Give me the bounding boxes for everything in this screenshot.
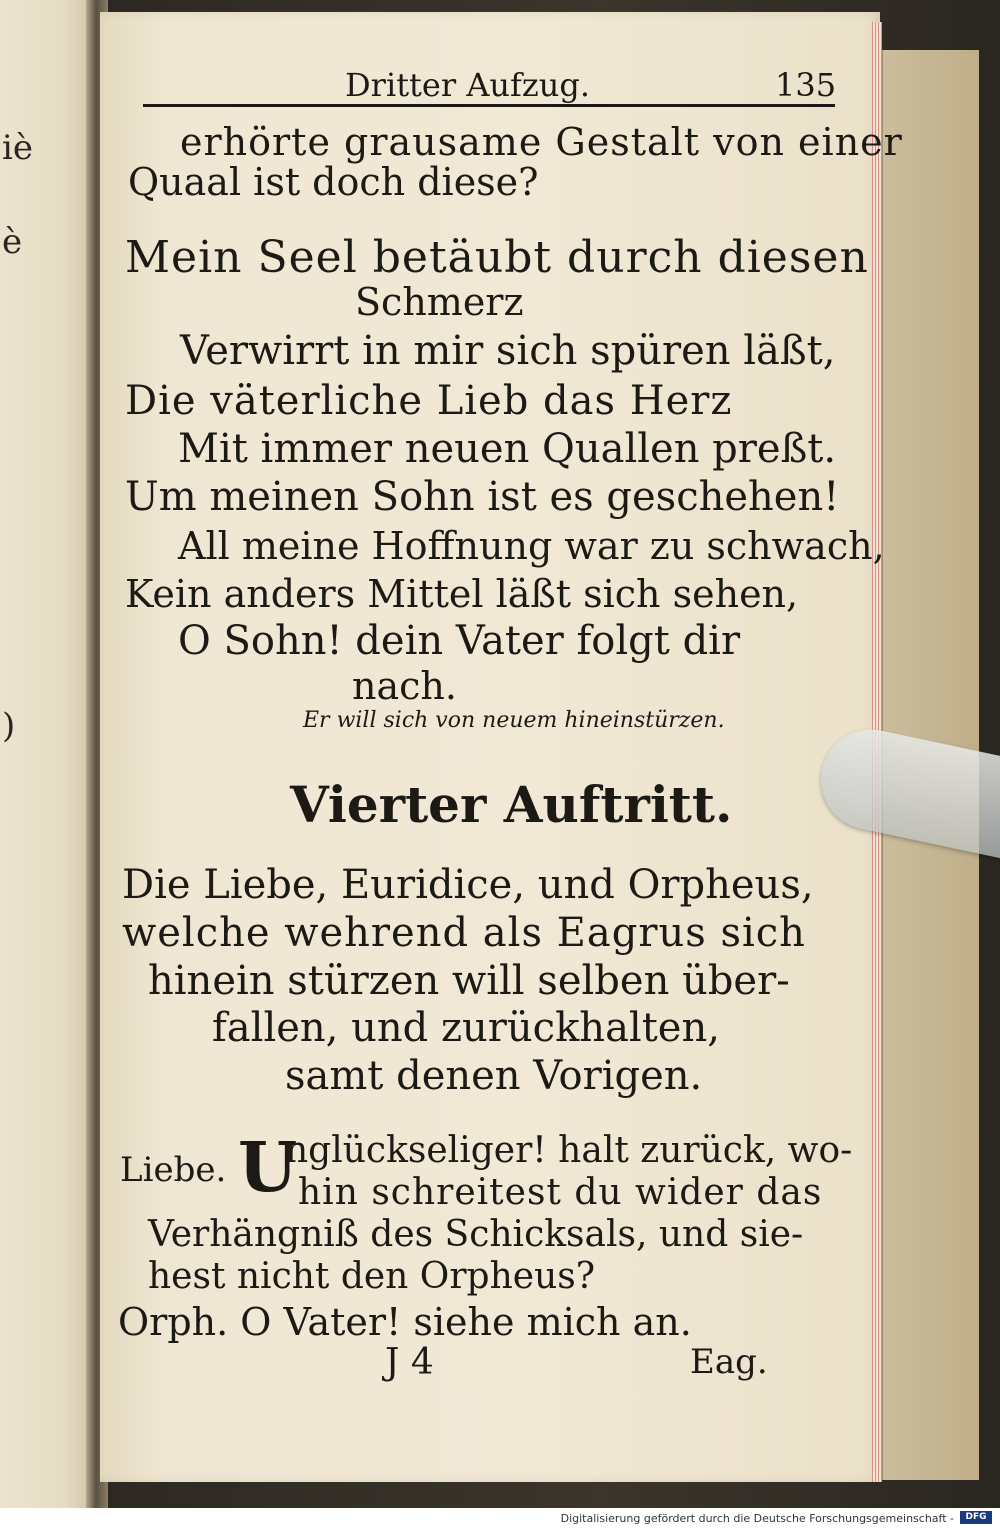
text-line: Um meinen Sohn ist es geschehen! — [125, 474, 840, 520]
text-line: All meine Hoffnung war zu schwach, — [178, 524, 885, 568]
page-number: 135 — [775, 66, 837, 104]
text-line: Kein anders Mittel läßt sich sehen, — [125, 572, 799, 616]
scene-description-line: samt denen Vorigen. — [285, 1053, 703, 1099]
header-rule — [143, 104, 835, 107]
running-title: Dritter Aufzug. — [345, 66, 590, 104]
digitization-credit: Digitalisierung gefördert durch die Deutsche Forschungsgemeinschaft - — [560, 1512, 954, 1525]
speaker-name: Liebe. — [120, 1150, 227, 1190]
text-line: Schmerz — [355, 280, 524, 324]
drop-capital: U — [238, 1128, 298, 1208]
scene-description-line: hinein stürzen will selben über- — [148, 958, 790, 1004]
dialogue-line: Verhängniß des Schicksals, und sie- — [148, 1214, 804, 1255]
dfg-logo: DFG — [960, 1511, 992, 1524]
stage-direction: Er will sich von neuem hineinstürzen. — [303, 708, 725, 733]
signature-mark: J 4 — [385, 1342, 434, 1383]
dialogue-line: hest nicht den Orpheus? — [148, 1256, 596, 1297]
text-line: nach. — [352, 664, 457, 708]
scene-description-line: welche wehrend als Eagrus sich — [122, 910, 806, 956]
catchword: Eag. — [690, 1342, 768, 1382]
text-line: erhörte grausame Gestalt von einer — [180, 120, 903, 164]
dialogue-line: Orph. O Vater! siehe mich an. — [118, 1300, 692, 1344]
text-line: Mein Seel betäubt durch diesen — [125, 232, 869, 283]
text-line: Die väterliche Lieb das Herz — [125, 378, 733, 424]
scene-description-line: fallen, und zurückhalten, — [212, 1005, 720, 1051]
dialogue-line: nglückseliger! halt zurück, wo- — [285, 1130, 853, 1171]
previous-page-fragment: ) — [2, 706, 16, 746]
text-line: Mit immer neuen Quallen preßt. — [178, 426, 837, 472]
dialogue-line: hin schreitest du wider das — [298, 1172, 823, 1213]
scene-title: Vierter Auftritt. — [290, 775, 733, 834]
text-line: Quaal ist doch diese? — [128, 160, 539, 204]
text-line: O Sohn! dein Vater folgt dir — [178, 618, 741, 664]
previous-page-fragment: iè — [2, 128, 33, 168]
previous-page — [0, 0, 92, 1508]
previous-page-fragment: è — [2, 222, 23, 262]
text-line: Verwirrt in mir sich spüren läßt, — [180, 328, 836, 374]
scene-description-line: Die Liebe, Euridice, und Orpheus, — [122, 862, 814, 908]
